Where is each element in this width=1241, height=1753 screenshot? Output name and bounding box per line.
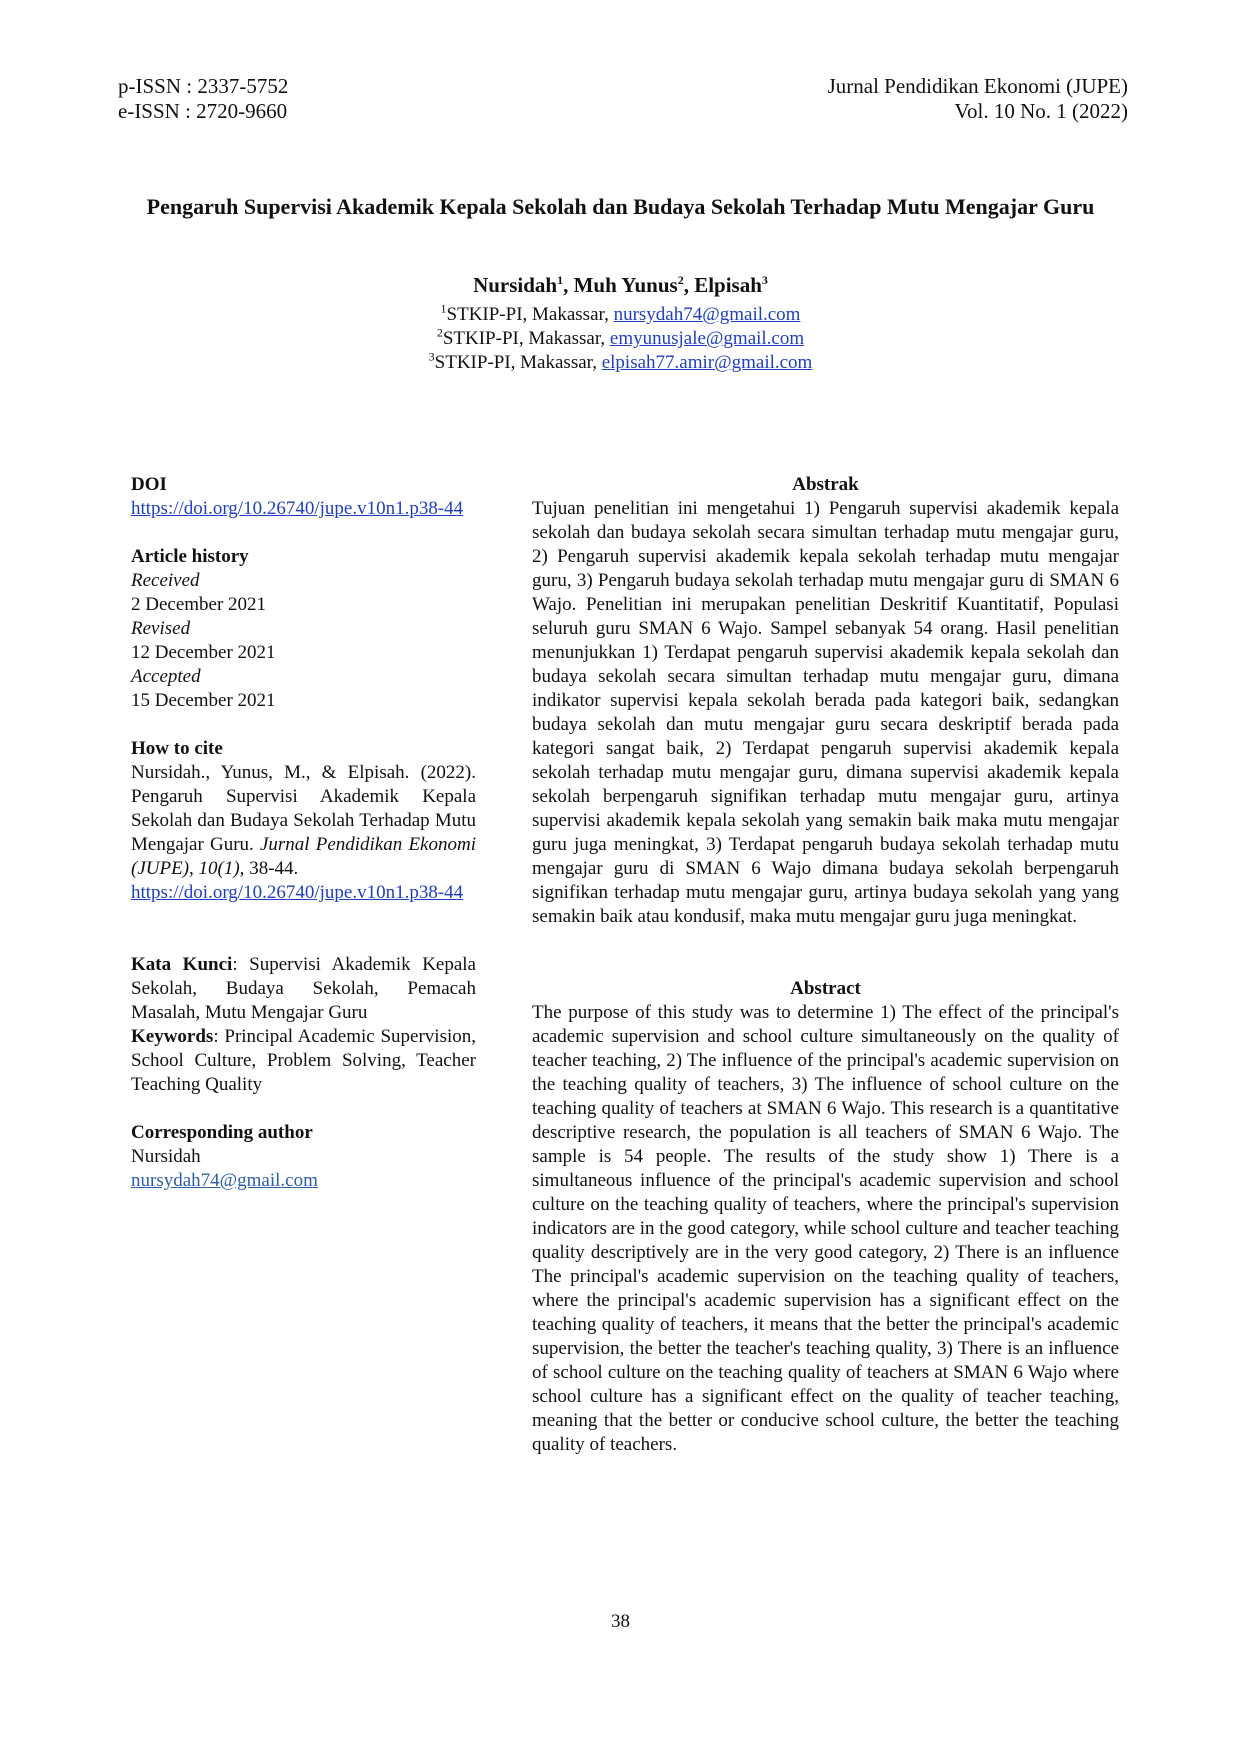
affiliation-line	[120, 327, 1121, 351]
kata-kunci-text: : Supervisi Akademik Kepala Sekolah, Budaya Sekolah, Pemacah Masalah, Mutu Mengajar Guru	[131, 954, 476, 1023]
article-history-heading: Article history	[131, 546, 249, 567]
affiliation-line	[120, 303, 1121, 327]
author-name: Muh Yunus	[573, 273, 678, 297]
running-header-left	[118, 74, 288, 124]
author-affiliation-mark: 1	[557, 273, 564, 287]
journal-name: Jurnal Pendidikan Ekonomi (JUPE)	[827, 74, 1128, 98]
article-info-sidebar	[131, 473, 476, 1193]
author-affiliation-mark: 2	[677, 273, 684, 287]
author-separator: ,	[683, 273, 695, 297]
received-date: 2 December 2021	[131, 594, 267, 615]
affiliation-email-link[interactable]: nursydah74@gmail.com	[613, 304, 801, 325]
author-list	[120, 273, 1121, 298]
author-separator: ,	[563, 273, 574, 297]
accepted-label: Accepted	[131, 666, 201, 687]
doi-link[interactable]: https://doi.org/10.26740/jupe.v10n1.p38-44	[131, 498, 464, 519]
abstrak-heading: Abstrak	[792, 474, 859, 495]
journal-volume: Vol. 10 No. 1 (2022)	[954, 99, 1128, 123]
citation-pages: 38-44.	[244, 858, 299, 879]
keywords-text: : Principal Academic Supervision, School Culture, Problem Solving, Teacher Teaching Quality	[131, 1026, 476, 1095]
e-issn: e-ISSN : 2720-9660	[118, 99, 288, 123]
citation-body: Nursidah., Yunus, M., & Elpisah. (2022). Pengaruh Supervisi Akademik Kepala Sekolah dan Budaya Sekolah Terhadap Mutu Mengajar Guru.	[131, 762, 476, 855]
affiliation-text: STKIP-PI, Makassar,	[434, 352, 602, 373]
affiliation-email-link[interactable]: elpisah77.amir@gmail.com	[601, 352, 813, 373]
accepted-date: 15 December 2021	[131, 690, 276, 711]
page-number: 38	[611, 1611, 630, 1632]
affiliation-email-link[interactable]: emyunusjale@gmail.com	[609, 328, 805, 349]
abstract-column	[532, 473, 1119, 1457]
abstract-text: The purpose of this study was to determine 1) The effect of the principal's academic supervision and school culture simultaneously on the quality of teacher teaching, 2) The influence of the principal's academic supervision on the teaching quality of teachers, 3) The influence of school culture on the teaching quality of teachers at SMAN 6 Wajo. This research is a quantitative descriptive research, the population is all teachers of SMAN 6 Wajo. The sample is 54 people. The results of the study show 1) There is a simultaneous influence of the principal's academic supervision and school culture on the teaching quality of teachers, where the principal's supervision indicators are in the good category, while school culture and teacher teaching quality descriptively are in the very good category, 2) There is an influence The principal's academic supervision on the teaching quality of teachers, where the principal's academic supervision has a significant effect on the teaching quality of teachers, it means that the better the principal's academic supervision, the better the teacher's teaching quality, 3) There is an influence of school culture on the teaching quality of teachers at SMAN 6 Wajo where school culture has a significant effect on the quality of teacher teaching, meaning that the better or conducive school culture, the better the teaching quality of teachers.	[532, 1002, 1119, 1455]
revised-label: Revised	[131, 618, 191, 639]
kata-kunci	[131, 953, 476, 1025]
doi-heading: DOI	[131, 474, 167, 495]
affiliation-text: STKIP-PI, Makassar,	[442, 328, 610, 349]
p-issn: p-ISSN : 2337-5752	[118, 74, 289, 98]
how-to-cite-heading: How to cite	[131, 738, 223, 759]
keywords-label: Keywords	[131, 1026, 214, 1047]
affiliation-mark: 3	[428, 349, 435, 364]
author-name: Elpisah	[694, 273, 762, 297]
affiliation-mark: 1	[440, 301, 447, 316]
keywords	[131, 1025, 476, 1097]
citation-text	[131, 761, 476, 881]
corresponding-author-email[interactable]: nursydah74@gmail.com	[131, 1170, 318, 1191]
kata-kunci-label: Kata Kunci	[131, 954, 233, 975]
abstrak-text: Tujuan penelitian ini mengetahui 1) Pengaruh supervisi akademik kepala sekolah dan budaya sekolah secara simultan terhadap mutu mengajar guru, 2) Pengaruh supervisi akademik kepala sekolah terhadap mutu mengajar guru, 3) Pengaruh budaya sekolah terhadap mutu mengajar guru di SMAN 6 Wajo. Penelitian ini merupakan penelitian Deskritif Kuantitatif, Populasi seluruh guru SMAN 6 Wajo. Sampel sebanyak 54 orang. Hasil penelitian menunjukkan 1) Terdapat pengaruh supervisi akademik kepala sekolah dan budaya sekolah secara simultan terhadap mutu mengajar guru, dimana indikator supervisi kepala sekolah berada pada kategori baik, sedangkan budaya sekolah dan mutu mengajar guru secara deskriptif berada pada kategori sangat baik, 2) Terdapat pengaruh supervisi akademik kepala sekolah terhadap mutu mengajar guru, dimana supervisi akademik kepala sekolah berpengaruh signifikan terhadap mutu mengajar guru, artinya supervisi akademik kepala sekolah yang semakin baik maka mutu mengajar guru juga meningkat, 3) Terdapat pengaruh budaya sekolah terhadap mutu mengajar guru di SMAN 6 Wajo dimana budaya sekolah berpengaruh signifikan terhadap mutu mengajar guru, artinya budaya sekolah yang yang semakin baik atau kondusif, maka mutu mengajar guru juga meningkat.	[532, 498, 1119, 927]
running-header-right	[828, 74, 1128, 124]
paper-title: Pengaruh Supervisi Akademik Kepala Sekolah dan Budaya Sekolah Terhadap Mutu Mengajar Guru	[146, 194, 1095, 219]
author-affiliation-mark: 3	[761, 273, 768, 287]
revised-date: 12 December 2021	[131, 642, 276, 663]
affiliation-line	[120, 351, 1121, 375]
author-name: Nursidah	[473, 273, 558, 297]
corresponding-author-heading: Corresponding author	[131, 1122, 313, 1143]
abstract-heading: Abstract	[790, 978, 861, 999]
affiliation-mark: 2	[436, 325, 443, 340]
affiliation-list	[120, 303, 1121, 375]
corresponding-author-name: Nursidah	[131, 1146, 201, 1167]
received-label: Received	[131, 570, 200, 591]
citation-doi-link[interactable]: https://doi.org/10.26740/jupe.v10n1.p38-44	[131, 882, 464, 903]
citation-journal: Jurnal Pendidikan Ekonomi (JUPE), 10(1),	[131, 834, 476, 879]
affiliation-text: STKIP-PI, Makassar,	[446, 304, 614, 325]
